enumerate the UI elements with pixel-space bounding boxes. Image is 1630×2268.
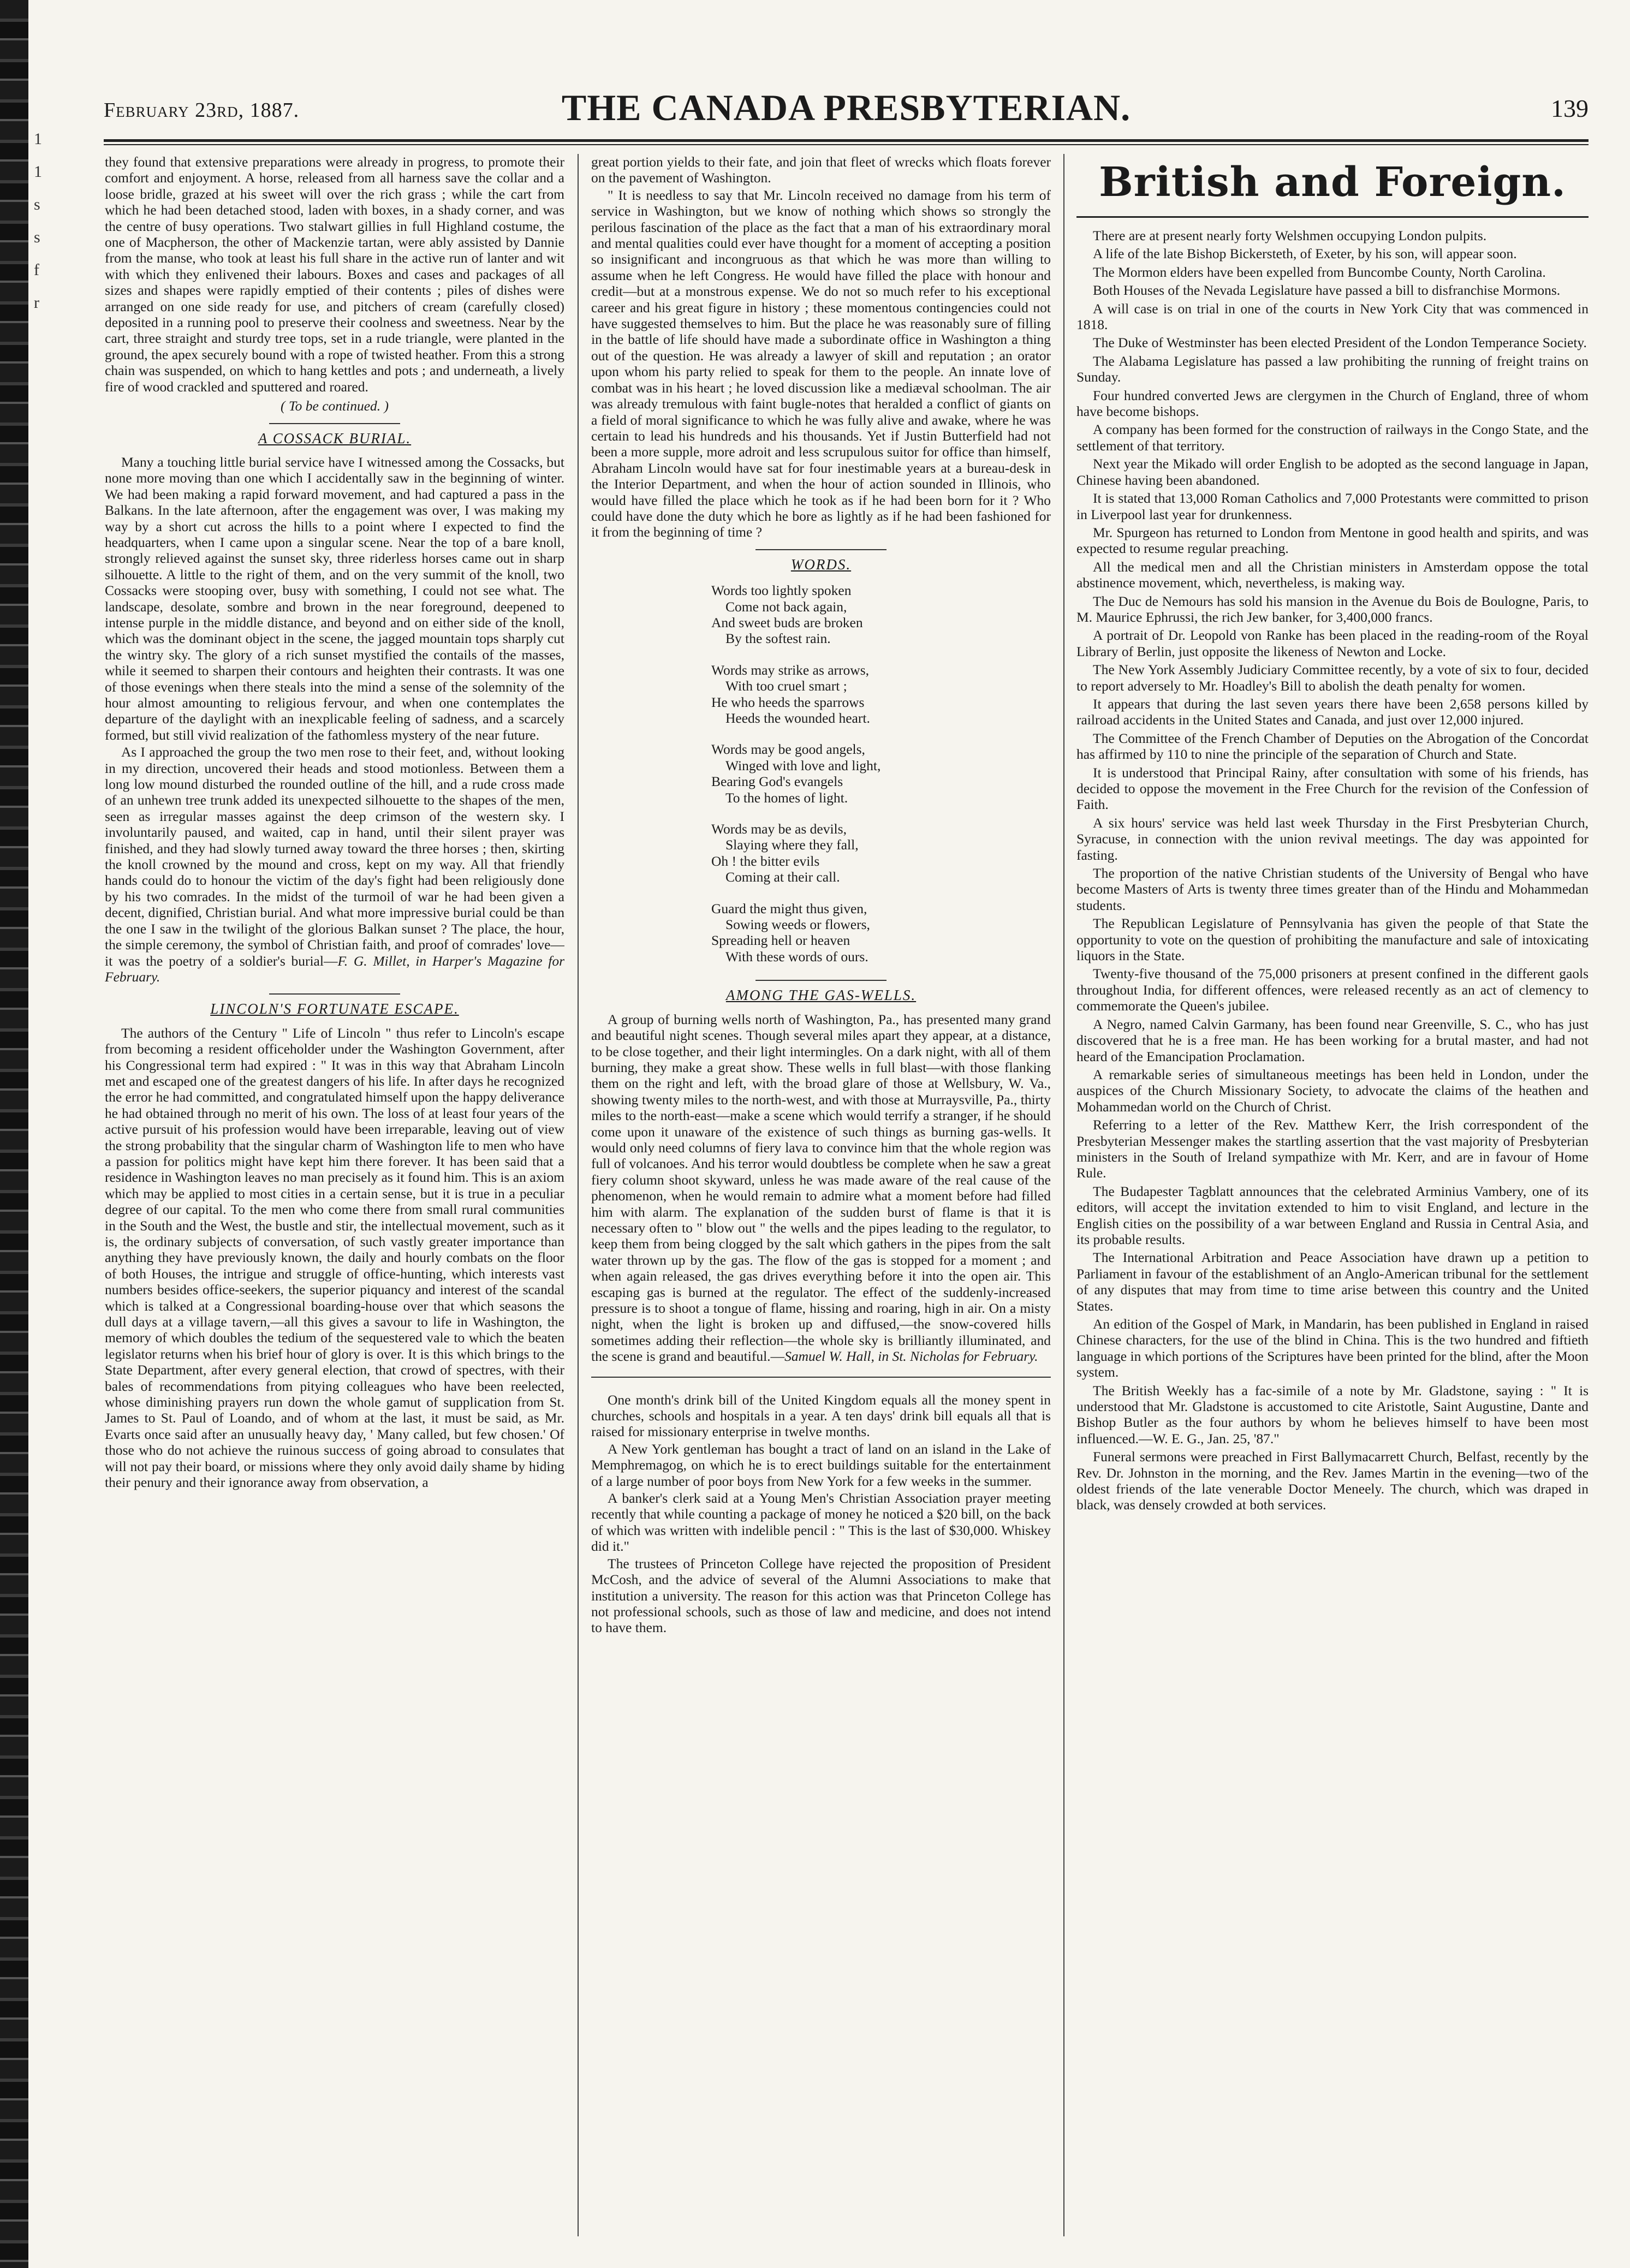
newspaper-title: THE CANADA PRESBYTERIAN. <box>561 87 1131 128</box>
news-item: The Duc de Nemours has sold his mansion in the Avenue du Bois de Boulogne, Paris, to M. Maurice Ephrussi, the rich Jew banker, for 3,400,000 francs. <box>1076 593 1589 625</box>
section-divider <box>755 549 887 550</box>
news-item: A remarkable series of simultaneous meetings has been held in London, under the auspices of the Church Missionary Society, to advocate the claims of the heathen and Mohammedan world on the Church of Christ. <box>1076 1066 1589 1115</box>
article-heading-lincoln: LINCOLN'S FORTUNATE ESCAPE. <box>210 1001 459 1017</box>
news-item: Funeral sermons were preached in First Ballymacarrett Church, Belfast, recently by the Rev. Dr. Johnston in the morning, and the Rev. James Martin in the evening—two of the oldest friends of the late venerable Doctor Meneely. The church, which was draped in black, was densely crowded at both services. <box>1076 1449 1589 1513</box>
poem-line: Winged with love and light, <box>725 757 881 773</box>
poem-stanza <box>711 741 1051 806</box>
news-item: It is stated that 13,000 Roman Catholics and 7,000 Protestants were committed to prison in Liverpool last year for drunkenness. <box>1076 490 1589 522</box>
poem-line: To the homes of light. <box>725 789 848 806</box>
news-item: A will case is on trial in one of the courts in New York City that was commenced in 1818. <box>1076 300 1589 333</box>
news-item: The Budapester Tagblatt announces that the celebrated Arminius Vambery, one of its editors, will accept the invitation extended to him to visit England, and lecture in the English cities on the possibility of a war between England and Russia in Central Asia, and its probable results. <box>1076 1183 1589 1247</box>
page-number: 139 <box>1551 94 1589 122</box>
poem-line: Sowing weeds or flowers, <box>725 916 870 933</box>
margin-mark: r <box>34 294 39 312</box>
article-byline: Samuel W. Hall, in St. Nicholas for February. <box>784 1348 1038 1365</box>
article-heading-cossack-burial: A COSSACK BURIAL. <box>258 430 412 447</box>
poem-line: With too cruel smart ; <box>725 678 847 694</box>
poem-line: Spreading hell or heaven <box>711 932 850 949</box>
section-divider <box>591 1377 1051 1378</box>
news-item: An edition of the Gospel of Mark, in Mandarin, has been published in England in raised Chinese characters, for the use of the blind in China. This is the two hundred and fiftieth language in which portions of the Scriptures have been printed for the blind, after the Moon system. <box>1076 1316 1589 1380</box>
news-item: All the medical men and all the Christian ministers in Amsterdam oppose the total abstinence movement, which, nevertheless, is making way. <box>1076 558 1589 591</box>
news-item: There are at present nearly forty Welshmen occupying London pulpits. <box>1093 228 1487 243</box>
poem-line: Come not back again, <box>725 598 847 615</box>
article-continuation: great portion yields to their fate, and join that fleet of wrecks which floats forever on the pavement of Washington. <box>591 154 1051 186</box>
to-be-continued: ( To be continued. ) <box>280 398 389 414</box>
news-item: The Committee of the French Chamber of Deputies on the Abrogation of the Concordat has affirmed by 110 to nine the principle of the separation of Church and State. <box>1076 730 1589 763</box>
book-binding-edge <box>0 0 28 2268</box>
news-item: Twenty-five thousand of the 75,000 prisoners at present confined in the different gaols throughout India, for different offences, were released recently as an act of clemency to commemorate the Queen's jubilee. <box>1076 966 1589 1014</box>
article-paragraph: The authors of the Century " Life of Lincoln " thus refer to Lincoln's escape from becoming a resident officeholder under the Washington Government, after his Congressional term had expired : " It was in this way that Abraham Lincoln met and escaped one of the greatest dangers of his life. In after days he recognized the error he had committed, and congratulated himself upon the happy deliverance he had obtained through no merit of his own. The loss of at least four years of the active pursuit of his profession would have been irreparable, leaving out of view the strong probability that the singular charm of Washington life to men who have a passion for politics might have kept him there forever. It has been said that a residence in Washington leaves no man precisely as it found him. This is an axiom which may be applied to most cities in a certain sense, but it is true in a peculiar degree of our capital. To the men who come there from small rural communities in the South and the West, the bustle and stir, the intellectual movement, such as it is, the ordinary subjects of conversation, of such vastly greater importance than anything they have previously known, the daily and hourly combats on the floor of both Houses, the intrigue and struggle of office-hunting, which interests vast numbers besides office-seekers, the superior piquancy and interest of the scandal which is talked at a Congressional boarding-house over that which seasons the dull days at a village tavern,—all this gives a savour to life in Washington, the memory of which doubles the tedium of the sequestered vale to which the beaten legislator returns when his brief hour of glory is over. It is this which brings to the State Department, after every general election, that crowd of spectres, with their bales of recommendations from pitying colleagues who have been reelected, whose diminishing prayers run down the whole gamut of supplication from St. James to St. Paul of Loando, and of whom at the last, it must be said, as Mr. Evarts once said after an unusually heavy day, ' Many called, but few chosen.' Of those who do not achieve the ruinous success of going abroad to consulates that will not pay their board, or missions where they only avoid daily shame by hiding their penury and their ignorance away from observation, a <box>105 1025 564 1491</box>
poem-stanza <box>711 821 1051 885</box>
column-divider <box>1063 154 1064 2236</box>
news-item: It appears that during the last seven years there have been 2,658 persons killed by railroad accidents in the United States and Canada, and just over 12,000 injured. <box>1076 695 1589 728</box>
page-header <box>104 86 1589 135</box>
margin-mark: f <box>34 261 39 279</box>
poem-line: Oh ! the bitter evils <box>711 853 820 869</box>
column-2 <box>591 154 1051 2239</box>
header-rule-thin <box>104 144 1589 145</box>
section-rule <box>1076 216 1589 218</box>
news-item: Four hundred converted Jews are clergymen in the Church of England, three of whom have become bishops. <box>1076 387 1589 420</box>
story-continuation: they found that extensive preparations were already in progress, to promote their comfort and enjoyment. A horse, released from all harness save the collar and a loose bridle, grazed at his sweet will over the rich grass ; while the cart from which he had been detached stood, laden with boxes, in a shady corner, and was the centre of busy operations. Two stalwart gillies in full Highland costume, the one of Macpherson, the other of Mackenzie tartan, were ably assisted by Dannie from the manse, who took at least his full share in the active run of lanter and wit with which they enlivened their labours. Boxes and cases and packages of all sizes and shapes were rapidly emptied of their contents ; piles of dishes were arranged on one side ready for use, and pitchers of cream (carefully closed) deposited in a running pool to preserve their coolness and sweetness. Near by the cart, three straight and sturdy tree tops, set in a rude triangle, were planted in the ground, the apex securely bound with a rope of twisted heather. From this a strong chain was suspended, on which to hang kettles and pots ; and underneath, a lively fire of wood crackled and sputtered and roared. <box>105 154 564 395</box>
news-item: The proportion of the native Christian students of the University of Bengal who have become Masters of Arts is twenty three times greater than of the Hindu and Mohammedan students. <box>1076 865 1589 913</box>
article-heading-gas-wells: AMONG THE GAS-WELLS. <box>725 987 917 1004</box>
poem-line: And sweet buds are broken <box>711 614 863 630</box>
poem-line: He who heeds the sparrows <box>711 694 865 710</box>
news-item: A company has been formed for the construction of railways in the Congo State, and the settlement of that territory. <box>1076 421 1589 454</box>
header-rule <box>104 139 1589 142</box>
news-item: The trustees of Princeton College have rejected the proposition of President McCosh, and the advice of several of the Alumni Associations to make that institution a university. The reason for this action was that Princeton College has not professional schools, such as those of law and medicine, and does not intend to have them. <box>591 1555 1051 1636</box>
news-item: Referring to a letter of the Rev. Matthew Kerr, the Irish correspondent of the Presbyterian Messenger makes the startling assertion that the vast majority of Presbyterian ministers in the South of Ireland sympathize with Mr. Kerr, and are in favour of Home Rule. <box>1076 1117 1589 1181</box>
news-item: Both Houses of the Nevada Legislature have passed a bill to disfranchise Mormons. <box>1093 282 1561 299</box>
poem-line: Heeds the wounded heart. <box>725 710 870 726</box>
poem <box>711 582 1051 965</box>
poem-line: Words may be good angels, <box>711 741 865 758</box>
poem-line: Words may be as devils, <box>711 821 847 837</box>
news-item: The Republican Legislature of Pennsylvania has given the people of that State the opportunity to vote on the question of prohibiting the manufacture and sale of intoxicating liquors in the State. <box>1076 915 1589 964</box>
article-paragraph <box>105 744 564 985</box>
news-item: The Mormon elders have been expelled from Buncombe County, North Carolina. <box>1093 264 1546 280</box>
news-item: A portrait of Dr. Leopold von Ranke has been placed in the reading-room of the Royal Library of Berlin, just opposite the likeness of Newton and Locke. <box>1076 627 1589 659</box>
poem-stanza <box>711 582 1051 647</box>
section-title-british-and-foreign: British and Foreign. <box>1099 159 1566 206</box>
news-item: The British Weekly has a fac-simile of a note by Mr. Gladstone, saying : " It is understood that Mr. Gladstone is accustomed to cite Aristotle, Saint Augustine, Dante and Bishop Butler as the four authors by whom he believes himself to have been most influenced.—W. E. G., Jan. 25, '87." <box>1076 1382 1589 1446</box>
poem-line: Words may strike as arrows, <box>711 662 870 678</box>
section-divider <box>269 993 400 995</box>
column-divider <box>578 154 579 2236</box>
section-divider <box>755 980 887 981</box>
section-divider <box>269 423 400 424</box>
margin-mark: 1 <box>34 163 42 181</box>
paragraph-text: As I approached the group the two men rose to their feet, and, without looking in my direction, uncovered their heads and stood motionless. Between them a long low mound disturbed the rounded outline of the hill, and a rude cross made of an unhewn tree trunk added its unexpected silhouette to the shapes of the men, seen as irregular masses against the deep crimson of the western sky. I involuntarily paused, and waited, cap in hand, until their silent prayer was finished, and they had slowly turned away toward the three horses ; then, skirting the knoll crowned by the mound and cross, kept on my way. All that friendly hands could do to honour the victim of the day's fight had been religiously done by his two comrades. In the midst of the turmoil of war he had been given a decent, dignified, Christian burial. And what more impressive burial could be than the one I saw in the twilight of the glorious Balkan sunset ? The place, the hour, the simple ceremony, the symbol of Christian faith, and proof of comrades' love—it was the poetry of a soldier's burial— <box>105 744 564 969</box>
news-item: The Duke of Westminster has been elected President of the London Temperance Society. <box>1093 335 1587 351</box>
news-item: A six hours' service was held last week Thursday in the First Presbyterian Church, Syracuse, in connection with the union revival meetings. The day was appointed for fasting. <box>1076 814 1589 863</box>
poem-line: Coming at their call. <box>725 869 840 885</box>
margin-marks <box>34 131 67 328</box>
news-item: A life of the late Bishop Bickersteth, of Exeter, by his son, will appear soon. <box>1093 246 1517 262</box>
poem-line: By the softest rain. <box>725 630 831 647</box>
column-3 <box>1076 154 1589 2239</box>
poem-heading-words: WORDS. <box>790 556 852 573</box>
news-item: A banker's clerk said at a Young Men's Christian Association prayer meeting recently that while counting a package of money he noticed a $20 bill, on the back of which was written with indelible pencil : " This is the last of $30,000. Whiskey did it." <box>591 1490 1051 1555</box>
paragraph-text: A group of burning wells north of Washington, Pa., has presented many grand and beautiful night scenes. Though several miles apart they appear, at a distance, to be close together, and their light intermingles. On a dark night, with all of them burning, they make a great show. These wells in full blast—with those flanking them on the right and left, with the broad glare of those at Wellsbury, W. Va., showing twenty miles to the north-west, and with those at Murraysville, Pa., thirty miles to the north-east—make a scene which would terrify a stranger, if he should come upon it unaware of the existence of such things as burning gas-wells. It would only need columns of fiery lava to convince him that the whole region was full of volcanoes. And his terror would doubtless be complete when he saw a great fiery column shoot skyward, unless he was made aware of the real cause of the phenomenon, when he would remain to admire what a moment before had filled him with alarm. The explanation of the sudden burst of flame is that it is necessary often to " blow out " the wells and the pipes leading to the regulator, to keep them from being clogged by the salt which gathers in the pipes from the salt water thrown up by the gas. The flow of the gas is stopped for a moment ; and when again released, the gas drives everything before it into the open air. This escaping gas is burned at the regulator. The effect of the suddenly-increased pressure is to shoot a tongue of flame, hissing and roaring, high in air. On a misty night, when the light is broken up and diffused,—the snow-covered hills sometimes adding their reflection—the whole sky is brilliantly illuminated, and the scene is grand and beautiful.— <box>591 1011 1051 1365</box>
article-paragraph: " It is needless to say that Mr. Lincoln received no damage from his term of service in Washington, but we know of nothing which shows so strongly the perilous fascination of the place as the fact that a man of his extraordinary moral and mental qualities could ever have thought for a moment of accepting a position so insignificant and incongruous as that which he was more than willing to assume when he left Congress. He would have filled the place with honour and credit—but at a monstrous expense. We do not so much refer to his exceptional career and his great figure in history ; these momentous contingencies could not have suggested themselves to him. But the place he was reasonably sure of filling in the battle of life should have made a subordinate office in Washington a thing out of the question. He was already a lawyer of skill and reputation ; an orator upon whom his party relied to speak for them to the people. An innate love of combat was in his heart ; he loved discussion like a mediæval schoolman. The air was already tremulous with faint bugle-notes that heralded a conflict of giants on a field of moral significance to which he was fully alive and awake, where he was certain to lead his hundreds and his thousands. Yet if Justin Butterfield had not been a more supple, more adroit and less scrupulous suitor for office than himself, Abraham Lincoln would have sat for four inestimable years at a bureau-desk in the Interior Department, and when the hour of action sounded in Illinois, who would have filled the place which he took as if he had been born for it ? Who could have done the duty which he bore as lightly as if he had been fashioned for it from the beginning of time ? <box>591 187 1051 540</box>
news-item: It is understood that Principal Rainy, after consultation with some of his friends, has decided to oppose the movement in the Free Church for the revision of the Confession of Faith. <box>1076 764 1589 813</box>
article-paragraph: Many a touching little burial service have I witnessed among the Cossacks, but none more moving than one which I accidentally saw in the beginning of winter. We had been making a rapid forward movement, and had captured a pass in the Balkans. In the late afternoon, after the engagement was over, I was making my way by a short cut across the hills to a point where I expected to find the headquarters, when I came upon a singular scene. Near the top of a bare knoll, strongly relieved against the sunset sky, three riderless horses came out in sharp silhouette. A little to the right of them, and on the very summit of the knoll, two Cossacks were stooping over, busy with something, I could not see what. The landscape, desolate, sombre and brown in the near foreground, deepened to intense purple in the middle distance, and beyond and on either side of the knoll, which was the dominant object in the scene, the jagged mountain tops sharply cut the wintry sky. The glory of a rich sunset mystified the contails of the masses, while it seemed to sharpen their contours and heighten their contrasts. It was one of those evenings when there steals into the mind a sense of the solemnity of the hour almost amounting to religious fervour, and when one contemplates the departure of the daylight with an inexplicable feeling of sadness, and a scarcely formed, but still vivid realization of the fathomless mystery of the near future. <box>105 454 564 743</box>
news-item: Mr. Spurgeon has returned to London from Mentone in good health and spirits, and was expected to resume regular preaching. <box>1076 524 1589 557</box>
news-item: The New York Assembly Judiciary Committee recently, by a vote of six to four, decided to report adversely to Mr. Hoadley's Bill to abolish the death penalty for women. <box>1076 662 1589 694</box>
poem-line: Bearing God's evangels <box>711 773 843 790</box>
margin-mark: s <box>34 228 40 246</box>
poem-stanza <box>711 901 1051 965</box>
column-1 <box>105 154 564 2239</box>
margin-mark: 1 <box>34 130 42 148</box>
news-item: One month's drink bill of the United Kingdom equals all the money spent in churches, schools and hospitals in a year. A ten days' drink bill equals all that is raised for missionary enterprise in twelve months. <box>591 1391 1051 1440</box>
article-paragraph <box>591 1011 1051 1365</box>
news-item: The Alabama Legislature has passed a law prohibiting the running of freight trains on Sunday. <box>1076 353 1589 385</box>
article-byline: F. G. Millet, in Harper's Magazine for February. <box>105 953 564 985</box>
margin-mark: s <box>34 195 40 213</box>
poem-line: Guard the might thus given, <box>711 900 867 916</box>
poem-line: Slaying where they fall, <box>725 837 859 853</box>
issue-date: February 23rd, 1887. <box>104 99 300 122</box>
news-item: A New York gentleman has bought a tract of land on an island in the Lake of Memphremagog, on which he is to erect buildings suitable for the entertainment of a large number of poor boys from New York for a few weeks in the summer. <box>591 1440 1051 1489</box>
news-item: A Negro, named Calvin Garmany, has been found near Greenville, S. C., who has just discovered that he is a free man. He has been working for a brutal master, and had not heard of the Emancipation Proclamation. <box>1076 1016 1589 1064</box>
poem-stanza <box>711 662 1051 727</box>
poem-line: Words too lightly spoken <box>711 582 852 599</box>
news-item: Next year the Mikado will order English to be adopted as the second language in Japan, Chinese having been abandoned. <box>1076 456 1589 488</box>
news-item: The International Arbitration and Peace Association have drawn up a petition to Parliament in favour of the establishment of an Anglo-American tribunal for the settlement of any disputes that may from time to time arise between this country and the United States. <box>1076 1249 1589 1314</box>
poem-line: With these words of ours. <box>725 948 868 965</box>
